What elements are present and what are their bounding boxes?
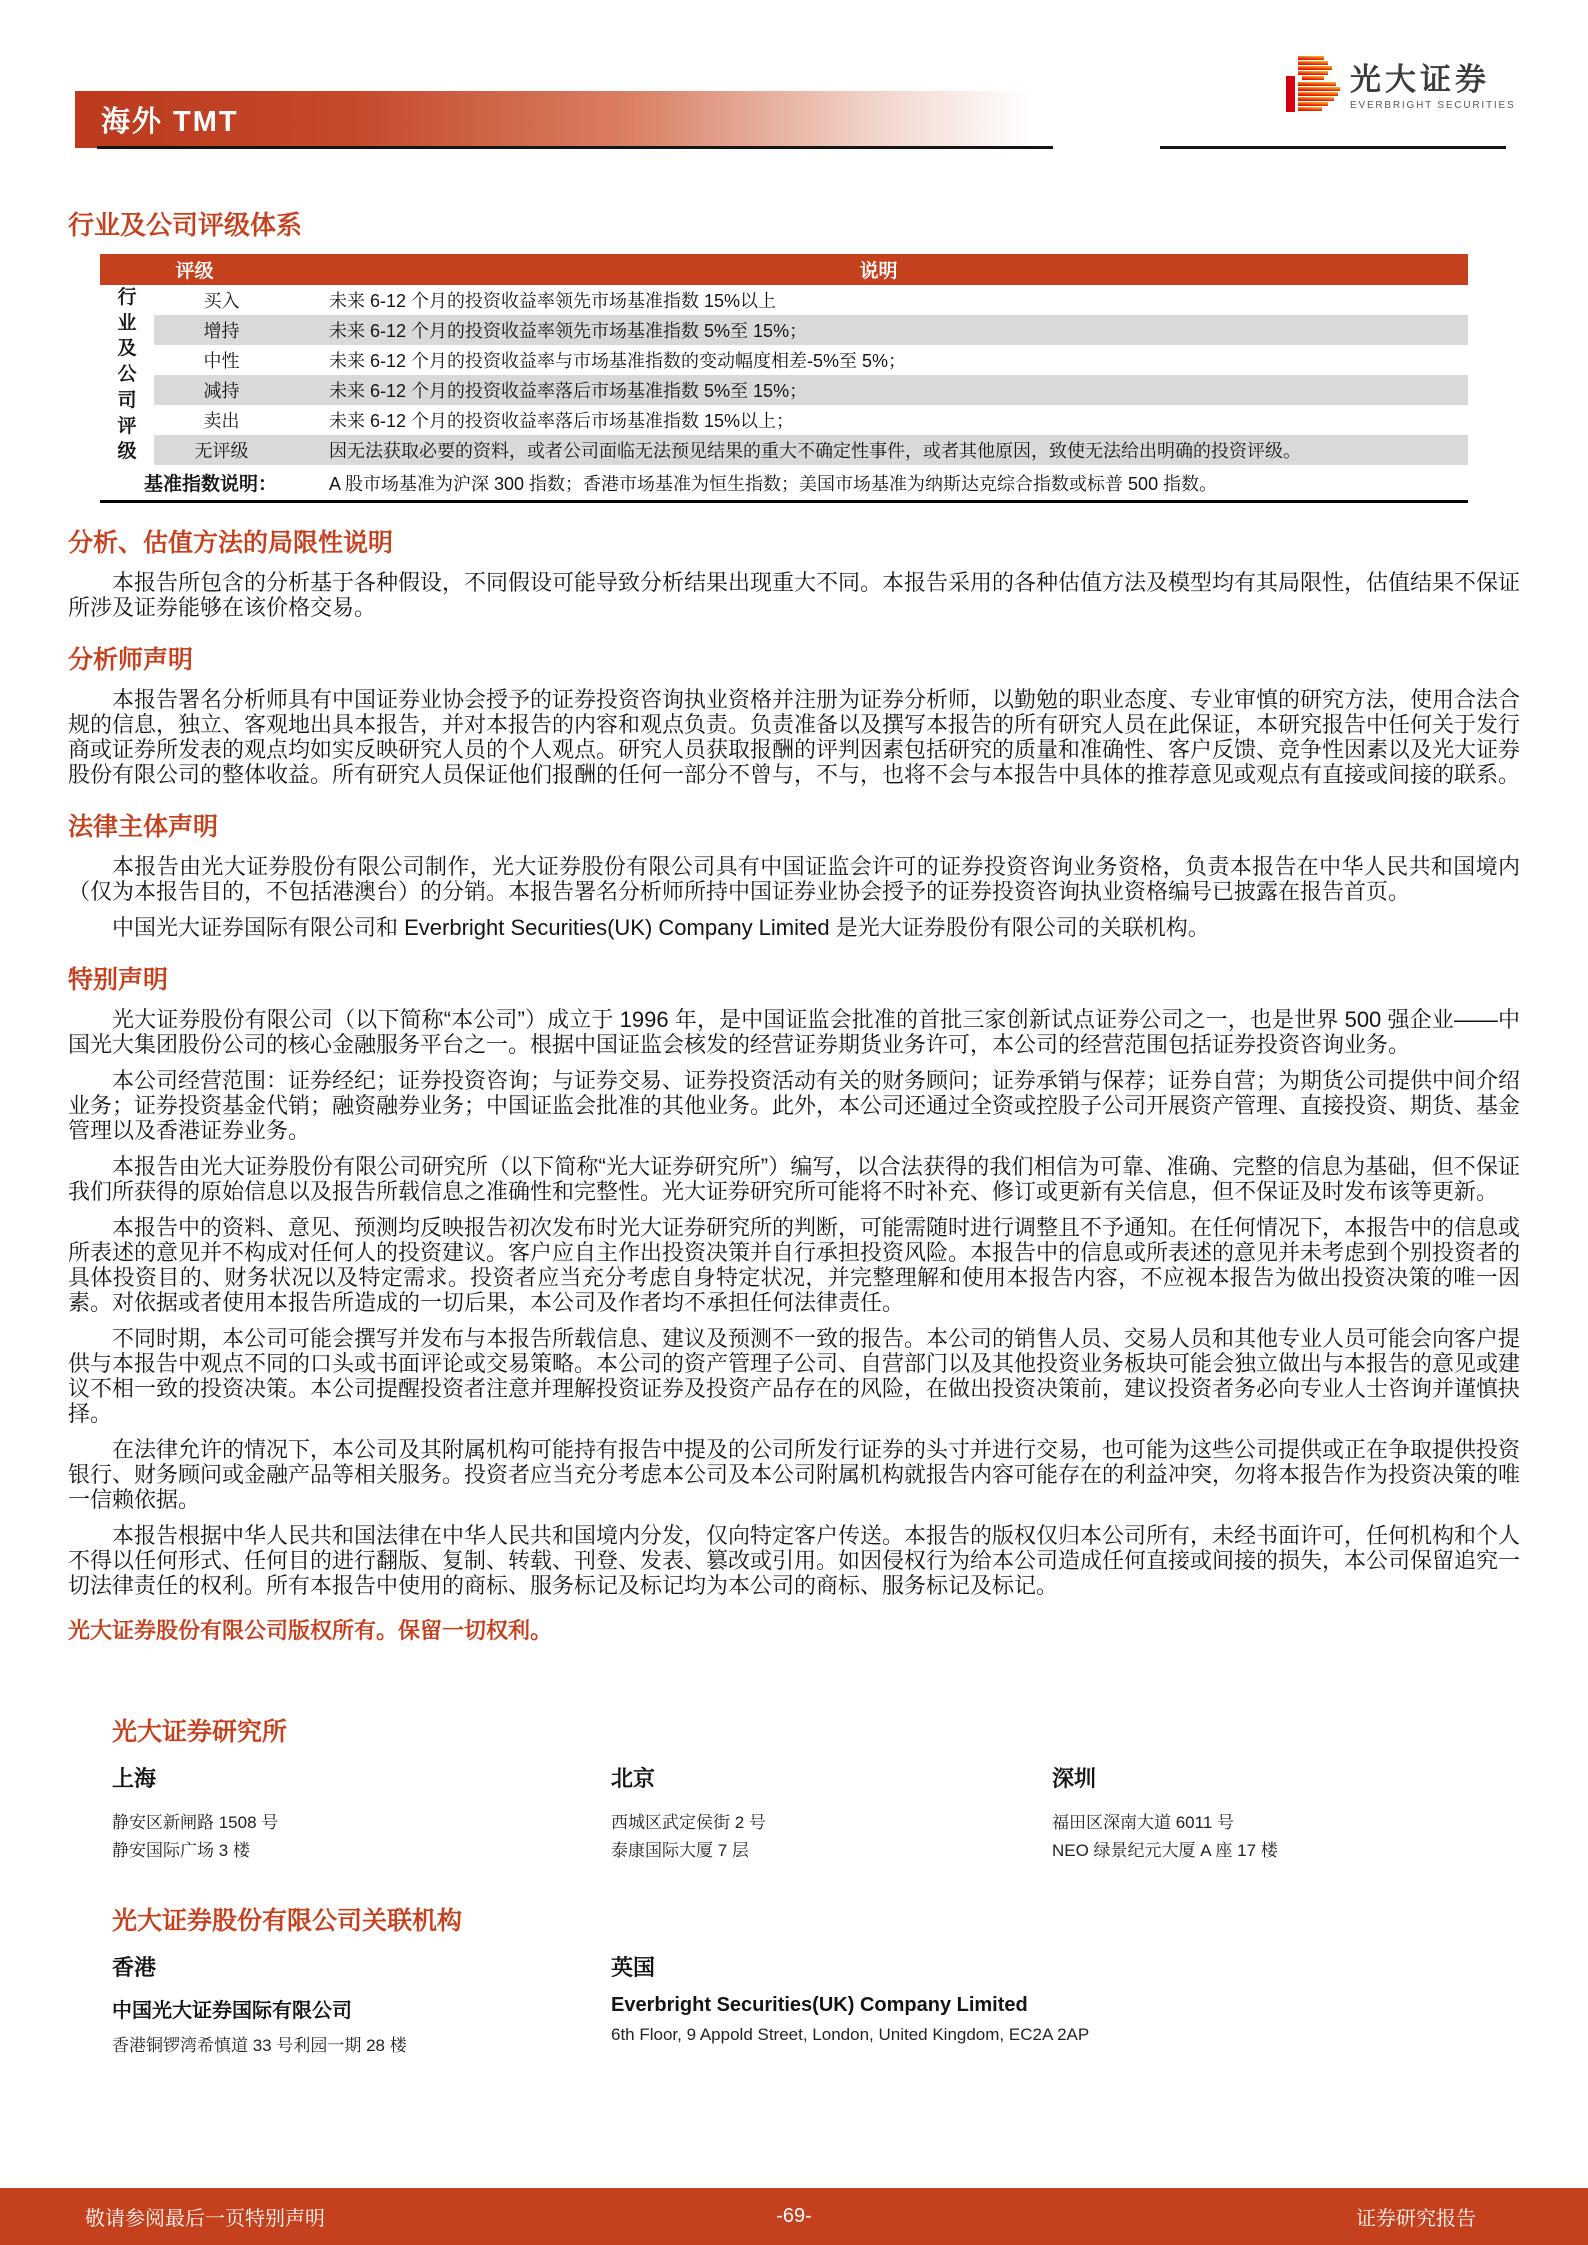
rating-description-cell: 因无法获取必要的资料，或者公司面临无法预见结果的重大不确定性事件，或者其他原因，致使无法给出明确的投资评级。 [329,441,1301,461]
office-beijing [611,1762,1052,1865]
rating-cell: 无评级 [194,441,249,461]
page-number: -69- [776,2205,812,2227]
footer-disclaimer-note: 敬请参阅最后一页特别声明 [85,2208,325,2230]
special-paragraph: 本报告根据中华人民共和国法律在中华人民共和国境内分发，仅向特定客户传送。本报告的版权仅归本公司所有，未经书面许可，任何机构和个人不得以任何形式、任何目的进行翻版、复制、转载、刊登、发表、篡改或引用。如因侵权行为给本公司造成任何直接或间接的损失，本公司保留追究一切法律责任的权利。所有本报告中使用的商标、服务标记及标记均为本公司的商标、服务标记及标记。 [68,1523,1521,1598]
benchmark-label: 基准指数说明： [144,474,278,495]
rating-description-cell: 未来 6-12 个月的投资收益率与市场基准指数的变动幅度相差-5%至 5%； [329,351,907,371]
office-city: 上海 [112,1766,157,1791]
everbright-logo-icon [1286,56,1340,117]
affiliate-name: 中国光大证券国际有限公司 [112,2000,352,2022]
logo-text [1350,63,1515,111]
rating-table-side-cell [100,285,154,465]
table-row [154,405,1468,435]
rating-column-header: 评级 [175,261,214,282]
rating-table-header [100,254,1468,285]
rating-description-cell: 未来 6-12 个月的投资收益率领先市场基准指数 5%至 15%； [329,321,808,341]
office-address-line: 泰康国际大厦 7 层 [611,1841,749,1860]
banner-title: 海外 TMT [101,106,239,138]
special-paragraph: 不同时期，本公司可能会撰写并发布与本报告所载信息、建议及预测不一致的报告。本公司的销售人员、交易人员和其他专业人员可能会向客户提供与本报告中观点不同的口头或书面评论或交易策略。本公司的资产管理子公司、自营部门以及其他投资业务板块可能会独立做出与本报告的意见或建议不相一致的投资决策。本公司提醒投资者注意并理解投资证券及投资产品存在的风险，在做出投资决策前，建议投资者务必向专业人士咨询并谨慎抉择。 [68,1326,1521,1426]
special-paragraph: 本报告由光大证券股份有限公司研究所（以下简称“光大证券研究所”）编写，以合法获得的我们相信为可靠、准确、完整的信息为基础，但不保证我们所获得的原始信息以及报告所载信息之准确性和完整性。光大证券研究所可能将不时补充、修订或更新有关信息，但不保证及时发布该等更新。 [68,1154,1520,1204]
rating-table-rows [154,285,1468,465]
special-paragraph: 在法律允许的情况下，本公司及其附属机构可能持有报告中提及的公司所发行证券的头寸并进行交易，也可能为这些公司提供或正在争取提供投资银行、财务顾问或金融产品等相关服务。投资者应当充分考虑本公司及本公司附属机构就报告内容可能存在的利益冲突，勿将本报告作为投资决策的唯一信赖依据。 [68,1437,1521,1512]
logo-name-cn: 光大证券 [1350,61,1490,97]
affiliate-address: 香港铜锣湾希慎道 33 号利园一期 28 楼 [112,2036,407,2055]
description-column-header: 说明 [859,261,898,282]
table-row [154,435,1468,465]
rating-system-title: 行业及公司评级体系 [68,210,303,240]
affiliate-region: 香港 [112,1955,157,1980]
table-row [154,285,1468,315]
analyst-statement-title: 分析师声明 [68,646,194,674]
office-address-line: 静安区新闸路 1508 号 [112,1813,279,1832]
special-statement-title: 特别声明 [68,966,169,994]
limitations-title: 分析、估值方法的局限性说明 [68,529,394,557]
benchmark-row [100,465,1468,500]
office-city: 北京 [611,1766,656,1791]
affiliate-name: Everbright Securities(UK) Company Limited [611,1994,1028,2016]
affiliate-list [112,1951,1520,2056]
research-institute-title: 光大证券研究所 [112,1718,288,1746]
affiliates-title: 光大证券股份有限公司关联机构 [112,1907,463,1935]
rating-table [100,254,1468,503]
rating-description-cell: 未来 6-12 个月的投资收益率领先市场基准指数 15%以上 [329,291,777,311]
header-rule-right [1160,146,1506,149]
table-row [154,315,1468,345]
legal-paragraph: 中国光大证券国际有限公司和 Everbright Securities(UK) Company Limited 是光大证券股份有限公司的关联机构。 [112,915,1210,940]
main-content [68,205,1520,1645]
copyright-notice: 光大证券股份有限公司版权所有。保留一切权利。 [68,1618,553,1643]
special-paragraph: 本公司经营范围：证券经纪；证券投资咨询；与证券交易、证券投资活动有关的财务顾问；证券承销与保荐；证券自营；为期货公司提供中间介绍业务；证券投资基金代销；融资融券业务；中国证监会批准的其他业务。此外，本公司还通过全资或控股子公司开展资产管理、直接投资、期货、基金管理以及香港证券业务。 [68,1068,1521,1143]
page-footer [0,2188,1588,2245]
rating-table-side-label: 行业及公司评级 [117,287,137,463]
logo-name-en: EVERBRIGHT SECURITIES [1350,99,1516,111]
rating-description-cell: 未来 6-12 个月的投资收益率落后市场基准指数 5%至 15%； [329,381,808,401]
office-shanghai [112,1762,611,1865]
limitations-paragraph: 本报告所包含的分析基于各种假设，不同假设可能导致分析结果出现重大不同。本报告采用的各种估值方法及模型均有其局限性，估值结果不保证所涉及证券能够在该价格交易。 [68,570,1521,620]
legal-entity-title: 法律主体声明 [68,813,219,841]
rating-cell: 减持 [203,381,240,401]
table-row [154,375,1468,405]
affiliate-hongkong [112,1951,611,2056]
office-address-line: 静安国际广场 3 楼 [112,1841,250,1860]
benchmark-description: A 股市场基准为沪深 300 指数；香港市场基准为恒生指数；美国市场基准为纳斯达克综合指数或标普 500 指数。 [329,473,1218,494]
special-paragraph: 光大证券股份有限公司（以下简称“本公司”）成立于 1996 年，是中国证监会批准的首批三家创新试点证券公司之一，也是世界 500 强企业——中国光大集团股份公司的核心金融服务平台之一。根据中国证监会核发的经营证券期货业务许可，本公司的经营范围包括证券投资咨询业务。 [68,1007,1520,1057]
affiliate-address: 6th Floor, 9 Appold Street, London, United Kingdom, EC2A 2AP [611,2025,1090,2044]
table-row [154,345,1468,375]
rating-cell: 中性 [203,351,240,371]
special-paragraph: 本报告中的资料、意见、预测均反映报告初次发布时光大证券研究所的判断，可能需随时进行调整且不予通知。在任何情况下，本报告中的信息或所表述的意见并不构成对任何人的投资建议。客户应自主作出投资决策并自行承担投资风险。本报告中的信息或所表述的意见并未考虑到个别投资者的具体投资目的、财务状况以及特定需求。投资者应当充分考虑自身特定状况，并完整理解和使用本报告内容，不应视本报告为做出投资决策的唯一因素。对依据或者使用本报告所造成的一切后果，本公司及作者均不承担任何法律责任。 [68,1215,1521,1315]
office-shenzhen [1052,1762,1520,1865]
office-address-line: 福田区深南大道 6011 号 [1052,1813,1235,1832]
section-banner [75,91,1031,148]
office-address-line: 西城区武定侯街 2 号 [611,1813,766,1832]
rating-cell: 增持 [203,321,240,341]
rating-cell: 买入 [203,291,240,311]
company-logo [1286,56,1515,117]
rating-cell: 卖出 [203,411,240,431]
footer-report-type: 证券研究报告 [1356,2208,1476,2230]
legal-paragraph: 本报告由光大证券股份有限公司制作，光大证券股份有限公司具有中国证监会许可的证券投资咨询业务资格，负责本报告在中华人民共和国境内（仅为本报告目的，不包括港澳台）的分销。本报告署名分析师所持中国证券业协会授予的证券投资咨询执业资格编号已披露在报告首页。 [68,854,1520,904]
affiliate-uk [611,1951,1520,2056]
office-address-line: NEO 绿景纪元大厦 A 座 17 楼 [1052,1841,1278,1860]
contact-section [112,1712,1520,2056]
office-list [112,1762,1520,1865]
affiliate-region: 英国 [611,1955,656,1980]
header-rule-left [97,146,1053,149]
rating-table-body [100,285,1468,465]
analyst-statement-paragraph: 本报告署名分析师具有中国证券业协会授予的证券投资咨询执业资格并注册为证券分析师，以勤勉的职业态度、专业审慎的研究方法，使用合法合规的信息，独立、客观地出具本报告，并对本报告的内容和观点负责。负责准备以及撰写本报告的所有研究人员在此保证，本研究报告中任何关于发行商或证券所发表的观点均如实反映研究人员的个人观点。研究人员获取报酬的评判因素包括研究的质量和准确性、客户反馈、竞争性因素以及光大证券股份有限公司的整体收益。所有研究人员保证他们报酬的任何一部分不曾与，不与，也将不会与本报告中具体的推荐意见或观点有直接或间接的联系。 [68,687,1521,787]
office-city: 深圳 [1052,1766,1097,1791]
rating-description-cell: 未来 6-12 个月的投资收益率落后市场基准指数 15%以上； [329,411,795,431]
